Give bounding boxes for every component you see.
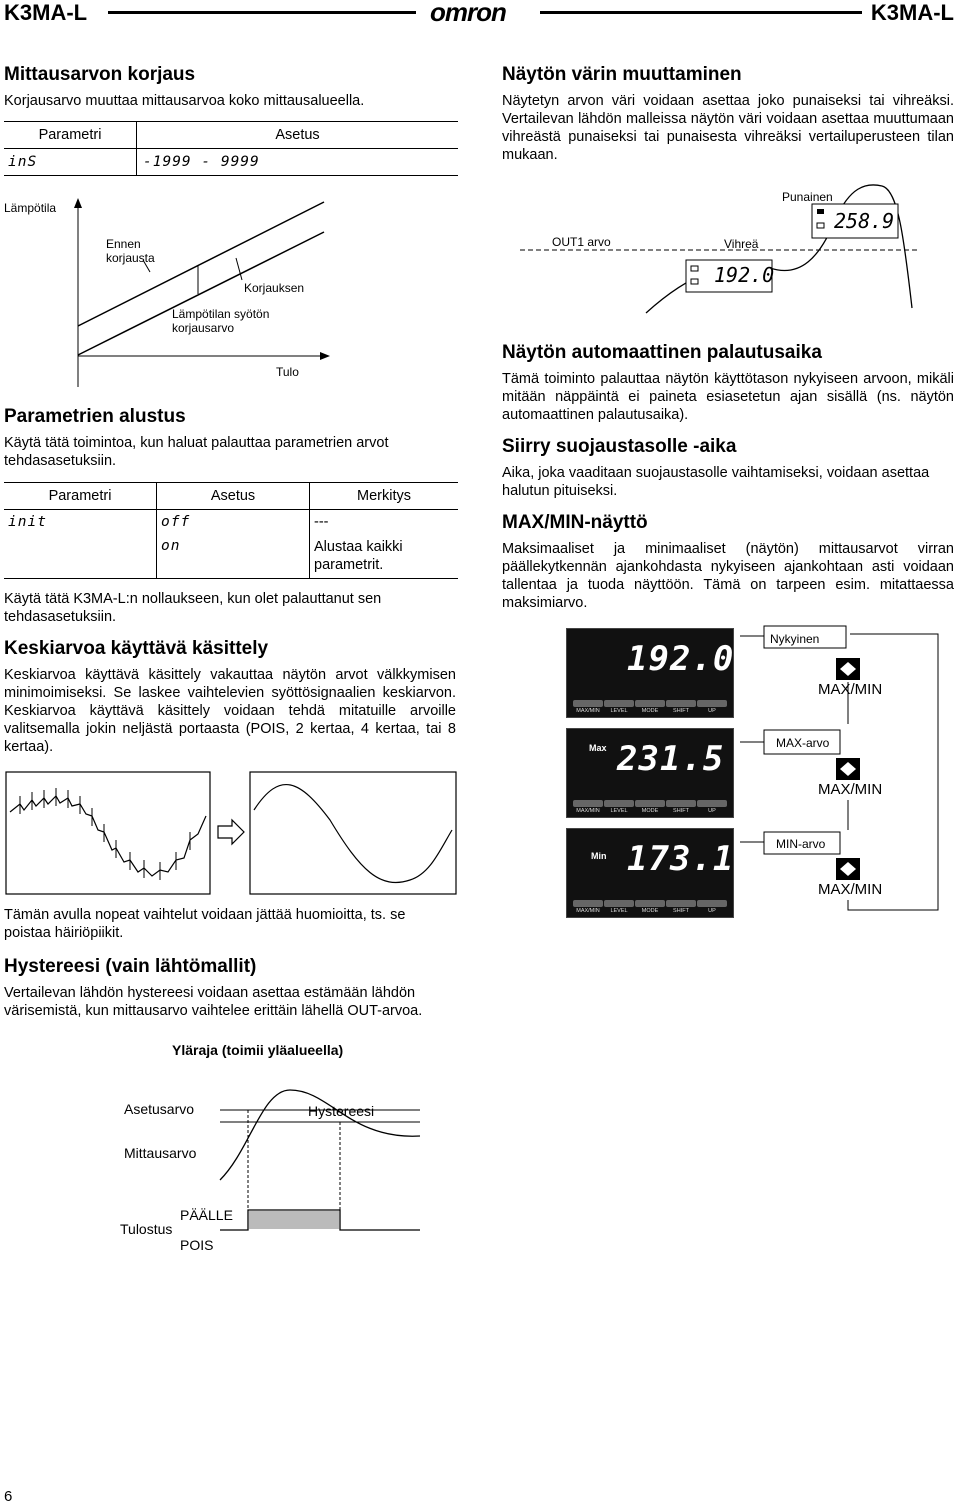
panel-value: 231.5: [617, 739, 725, 779]
panel-tag: Max: [589, 743, 607, 753]
averaging-illustration: [0, 770, 470, 900]
filtered-signal-curve: [254, 785, 452, 883]
caption-current: Nykyinen: [770, 632, 820, 646]
hysteresis-label: Hystereesi: [308, 1103, 375, 1119]
red-value: 258.9: [834, 209, 895, 233]
table-cell: inS: [4, 149, 137, 176]
section-title-palautus: Näytön automaattinen palautusaika: [502, 342, 822, 363]
korjaus-text: Korjausarvo muuttaa mittausarvoa koko mittausalueella.: [4, 93, 365, 109]
section-title-maxmin: MAX/MIN-näyttö: [502, 512, 648, 533]
section-title-keskiarvo: Keskiarvoa käyttävä käsittely: [4, 638, 269, 659]
caption-max: MAX-arvo: [776, 736, 830, 750]
key-mode[interactable]: MODE: [635, 800, 665, 814]
keskiarvo-text: Keskiarvoa käyttävä käsittely vakauttaa näytön arvot välkkymisen minimoimiseksi. Se laskee vaihtelevien syöttösignaalien keskiarvon. Keskiarvoa käyttävä käsittely voidaan tehdä mitatuille arvoille valitsemalla jokin neljästä portaasta (POIS, 2 kertaa, 4 kertaa, tai 8 kertaa).: [4, 667, 456, 755]
table-cell: -1999 - 9999: [143, 154, 260, 170]
y-axis-arrow: [74, 198, 82, 208]
key-maxmin[interactable]: MAX/MIN: [573, 700, 603, 714]
section-title-alustus: Parametrien alustus: [4, 406, 186, 427]
keskiarvo-after-text: Tämän avulla nopeat vaihtelut voidaan jättää huomioitta, ts. se poistaa häiriöpiikit.: [4, 907, 406, 941]
maxmin-flow: [740, 624, 950, 924]
table-cell: ---: [314, 514, 329, 530]
table-header: Asetus: [275, 127, 320, 143]
section-title-korjaus: Mittausarvon korjaus: [4, 64, 196, 85]
table-cell: init: [4, 510, 157, 535]
hysteresis-chart: [0, 1030, 480, 1260]
key-mode[interactable]: MODE: [635, 700, 665, 714]
setpoint-label: Asetusarvo: [124, 1101, 195, 1117]
table-cell: on: [157, 534, 310, 579]
suojaus-text: Aika, joka vaaditaan suojaustasolle vaihtamiseksi, voidaan asettaa halutun pituiseksi.: [502, 465, 930, 499]
table-cell: off: [157, 510, 310, 535]
maxmin-label: MAX/MIN: [818, 681, 883, 698]
display-panel-min: [566, 828, 734, 918]
after-label: Korjauksen: [244, 281, 305, 295]
key-shift[interactable]: SHIFT: [666, 700, 696, 714]
after-pointer: [236, 258, 242, 280]
display-panel-max: [566, 728, 734, 818]
panel-tag: Min: [591, 851, 607, 861]
off-label: POIS: [180, 1237, 214, 1253]
palautus-text: Tämä toiminto palauttaa näytön käyttötason nykyiseen arvoon, mikäli mitään näppäintä ei paineta esiasetetun ajan sisällä (ns. näytön automaattinen palautusaika).: [502, 371, 954, 423]
key-up[interactable]: UP: [697, 700, 727, 714]
header-left-title: K3MA-L: [4, 0, 88, 25]
display-panel-current: [566, 628, 734, 718]
raw-signal-frame: [6, 772, 210, 894]
table-header: Asetus: [157, 483, 310, 510]
header-rule-right: [540, 11, 862, 14]
brand-logo: omron: [430, 0, 506, 27]
table-cell: Alustaa kaikki parametrit.: [314, 539, 403, 573]
alustus-table: [4, 482, 458, 579]
key-level[interactable]: LEVEL: [604, 900, 634, 914]
table-header: Parametri: [4, 122, 137, 149]
key-maxmin[interactable]: MAX/MIN: [573, 800, 603, 814]
key-mode[interactable]: MODE: [635, 900, 665, 914]
color-change-chart: [520, 178, 950, 328]
key-up[interactable]: UP: [697, 800, 727, 814]
korjaus-table: [4, 121, 458, 176]
alustus-text: Käytä tätä toimintoa, kun haluat palauttaa parametrien arvot tehdasasetuksiin.: [4, 435, 389, 469]
vari-text: Näytetyn arvon väri voidaan asettaa joko punaiseksi tai vihreäksi. Vertailevan lähdön malleissa näytön väri voidaan asettaa muuttumaan vihreästä punaiseksi tai punaisesta vihreäksi vertailuperusteen tilan mukaan.: [502, 93, 954, 163]
section-title-suojaus: Siirry suojaustasolle -aika: [502, 436, 737, 457]
hystereesi-text: Vertailevan lähdön hystereesi voidaan asettaa estämään lähdön värisemistä, kun mittausarvo vaihtelee erittäin lähellä OUT-arvoa.: [4, 985, 423, 1019]
panel-keys: [573, 900, 727, 914]
output-label: Tulostus: [120, 1221, 173, 1237]
key-up[interactable]: UP: [697, 900, 727, 914]
filtered-signal-frame: [250, 772, 456, 894]
correction-chart: [0, 190, 480, 400]
caption-min: MIN-arvo: [776, 837, 826, 851]
section-title-hystereesi: Hystereesi (vain lähtömallit): [4, 956, 257, 977]
panel-value: 173.1: [627, 839, 735, 879]
offset-label: Lämpötilan syötön: [172, 307, 270, 321]
alustus-note: Käytä tätä K3MA-L:n nollaukseen, kun olet palauttanut sen tehdasasetuksiin.: [4, 591, 382, 625]
key-maxmin[interactable]: MAX/MIN: [573, 900, 603, 914]
before-label: Ennen: [106, 237, 141, 251]
maxmin-label: MAX/MIN: [818, 781, 883, 798]
header-right-title: K3MA-L: [870, 0, 954, 25]
table-header: Merkitys: [357, 488, 411, 504]
maxmin-text: Maksimaaliset ja minimaaliset (näytön) mittausarvot virran päällekytkennän ajankohdasta nykyiseen ajankohtaan asti voidaan tallentaa ja tuoda näyttöön. Tämä on tarpeen esim. mitattaessa maksimiarvo.: [502, 541, 954, 611]
ylabel: Lämpötila: [4, 201, 57, 215]
key-shift[interactable]: SHIFT: [666, 900, 696, 914]
panel-keys: [573, 800, 727, 814]
arrow-icon: [218, 820, 244, 844]
measured-label: Mittausarvo: [124, 1145, 197, 1161]
raw-signal-curve: [10, 796, 206, 876]
out1-label: OUT1 arvo: [552, 235, 611, 249]
table-header: Parametri: [4, 483, 157, 510]
panel-keys: [573, 700, 727, 714]
panel-value: 192.0: [627, 639, 735, 679]
before-label-2: korjausta: [106, 251, 155, 265]
key-level[interactable]: LEVEL: [604, 800, 634, 814]
green-label: Vihreä: [724, 237, 759, 251]
output-on-shading: [249, 1211, 339, 1229]
maxmin-label: MAX/MIN: [818, 881, 883, 898]
hysteresis-title: Yläraja (toimii yläalueella): [172, 1042, 344, 1058]
table-cell: [4, 534, 157, 579]
key-level[interactable]: LEVEL: [604, 700, 634, 714]
header-rule-left: [108, 11, 416, 14]
page-number: 6: [4, 1488, 13, 1505]
section-title-vari: Näytön värin muuttaminen: [502, 64, 742, 85]
x-axis-arrow: [320, 352, 330, 360]
return-arrow: [848, 634, 938, 910]
green-value: 192.0: [714, 263, 775, 287]
key-shift[interactable]: SHIFT: [666, 800, 696, 814]
xlabel: Tulo: [276, 365, 299, 379]
on-label: PÄÄLLE: [180, 1207, 233, 1223]
offset-label-2: korjausarvo: [172, 321, 235, 335]
red-label: Punainen: [782, 190, 833, 204]
